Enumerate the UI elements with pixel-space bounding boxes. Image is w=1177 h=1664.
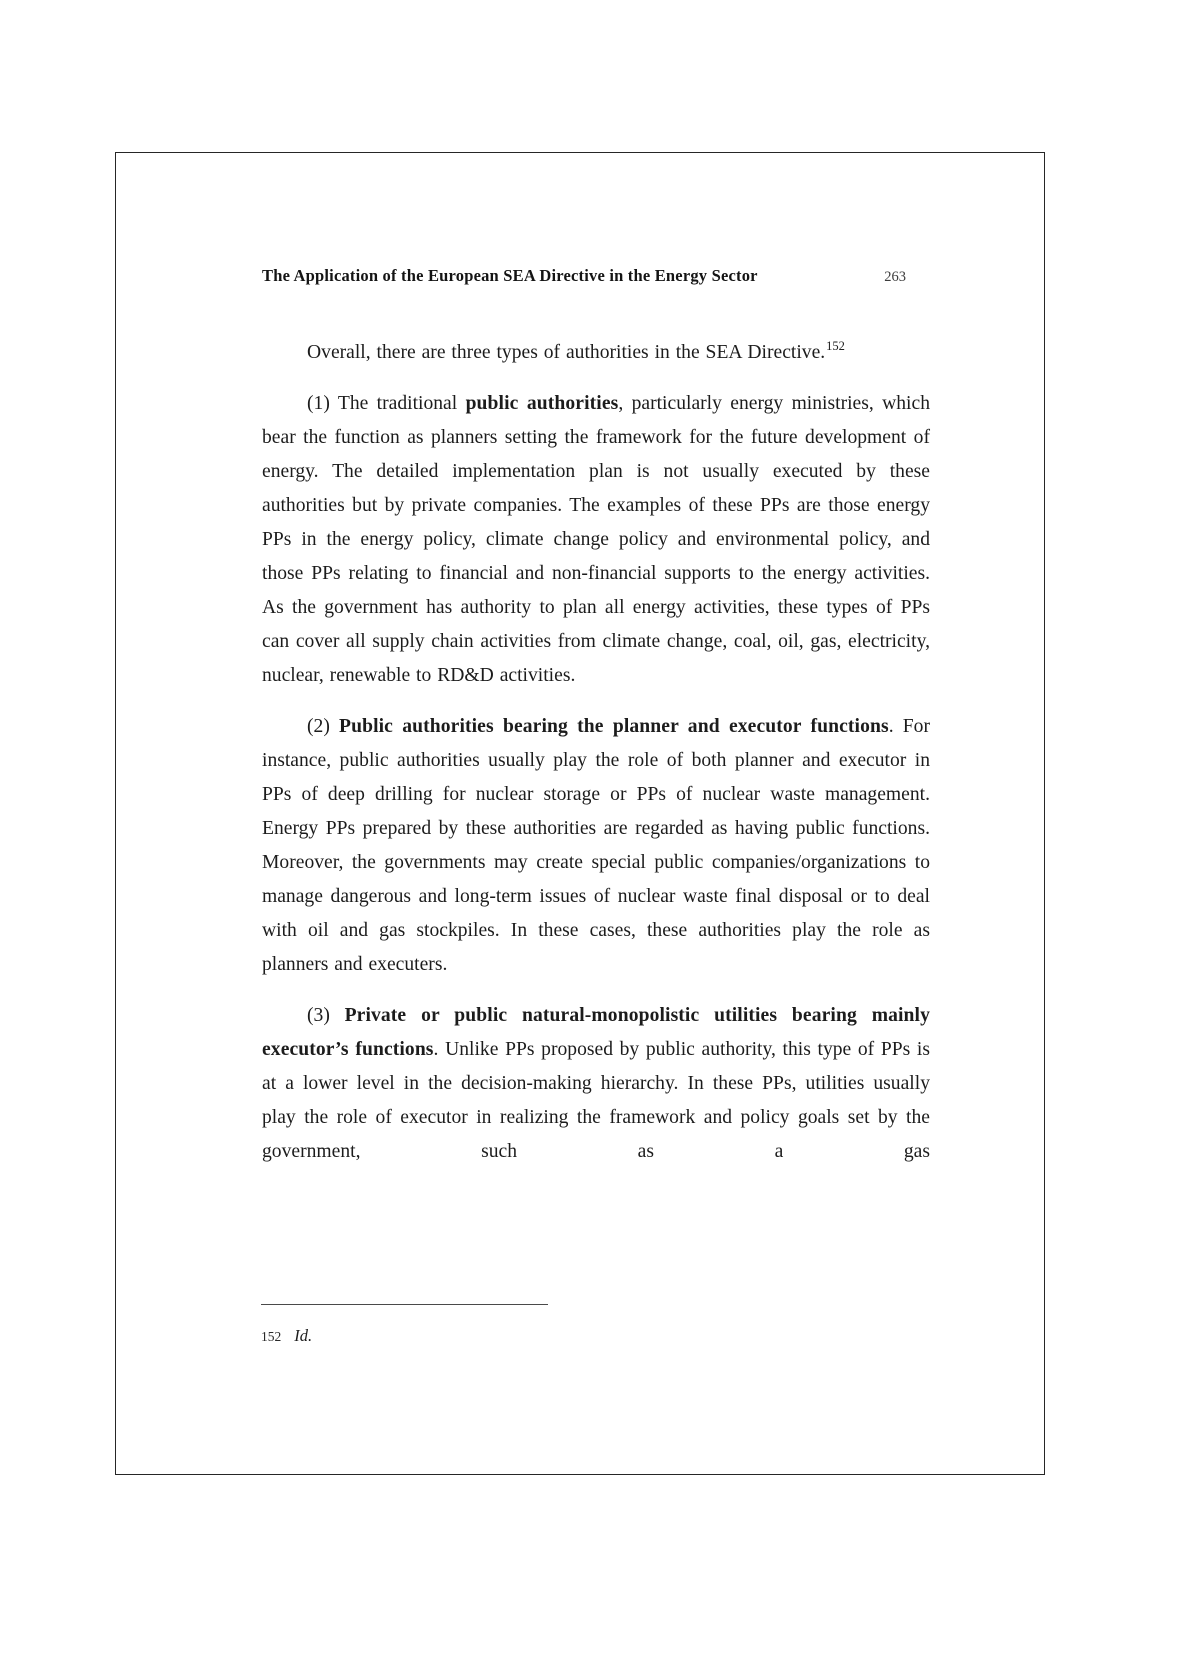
paragraph-3-lead: (3) xyxy=(307,1005,345,1026)
paragraph-1-bold-term: public authorities xyxy=(465,393,619,414)
footnote-reference: 152 xyxy=(826,339,845,353)
paragraph-type-2 xyxy=(262,710,930,982)
paragraph-3-body: . Unlike PPs proposed by public authority, this type of PPs is at a lower level in the decision-making hierarchy. In these PPs, utilities usually play the role of executor in realizing the framework and policy goals set by the government, such as a gas xyxy=(262,1039,931,1162)
body-text xyxy=(116,336,1044,1169)
footnote-text: Id. xyxy=(294,1326,313,1345)
paragraph-2-bold-term: Public authorities bearing the planner and executor functions xyxy=(339,716,889,737)
paragraph-3-bold-term: Private or public natural-monopolistic utilities bearing mainly executor’s functions xyxy=(262,1005,930,1060)
footnote-area xyxy=(261,1304,931,1347)
page-number: 263 xyxy=(884,269,906,285)
intro-paragraph xyxy=(262,336,930,370)
running-header-title: The Application of the European SEA Directive in the Energy Sector xyxy=(262,266,758,285)
paragraph-2-lead: (2) xyxy=(307,716,340,737)
paragraph-2-body: . For instance, public authorities usually play the role of both planner and executor in PPs of deep drilling for nuclear storage or PPs of nuclear waste management. Energy PPs prepared by these authorities are regarded as having public functions. Moreover, the governments may create special public companies/organizations to manage dangerous and long-term issues of nuclear waste final disposal or to deal with oil and gas stockpiles. In these cases, these authorities play the role as planners and executers. xyxy=(262,716,930,975)
paragraph-type-1 xyxy=(262,387,930,693)
paragraph-1-body: , particularly energy ministries, which bear the function as planners setting the framework for the future development of energy. The detailed implementation plan is not usually executed by these authorities but by private companies. The examples of these PPs are those energy PPs in the energy policy, climate change policy and environmental policy, and those PPs relating to financial and non-financial supports to the energy activities. As the government has authority to plan all energy activities, these types of PPs can cover all supply chain activities from climate change, coal, oil, gas, electricity, nuclear, renewable to RD&D activities. xyxy=(262,393,930,686)
running-header xyxy=(116,153,1044,286)
paragraph-1-lead: (1) The traditional xyxy=(307,393,466,414)
paragraph-type-3 xyxy=(262,999,930,1169)
footnote xyxy=(261,1326,931,1347)
footnote-separator-rule xyxy=(261,1304,548,1305)
page-border xyxy=(115,152,1045,1475)
footnote-number: 152 xyxy=(261,1329,282,1344)
intro-text: Overall, there are three types of authorities in the SEA Directive. xyxy=(307,342,826,363)
